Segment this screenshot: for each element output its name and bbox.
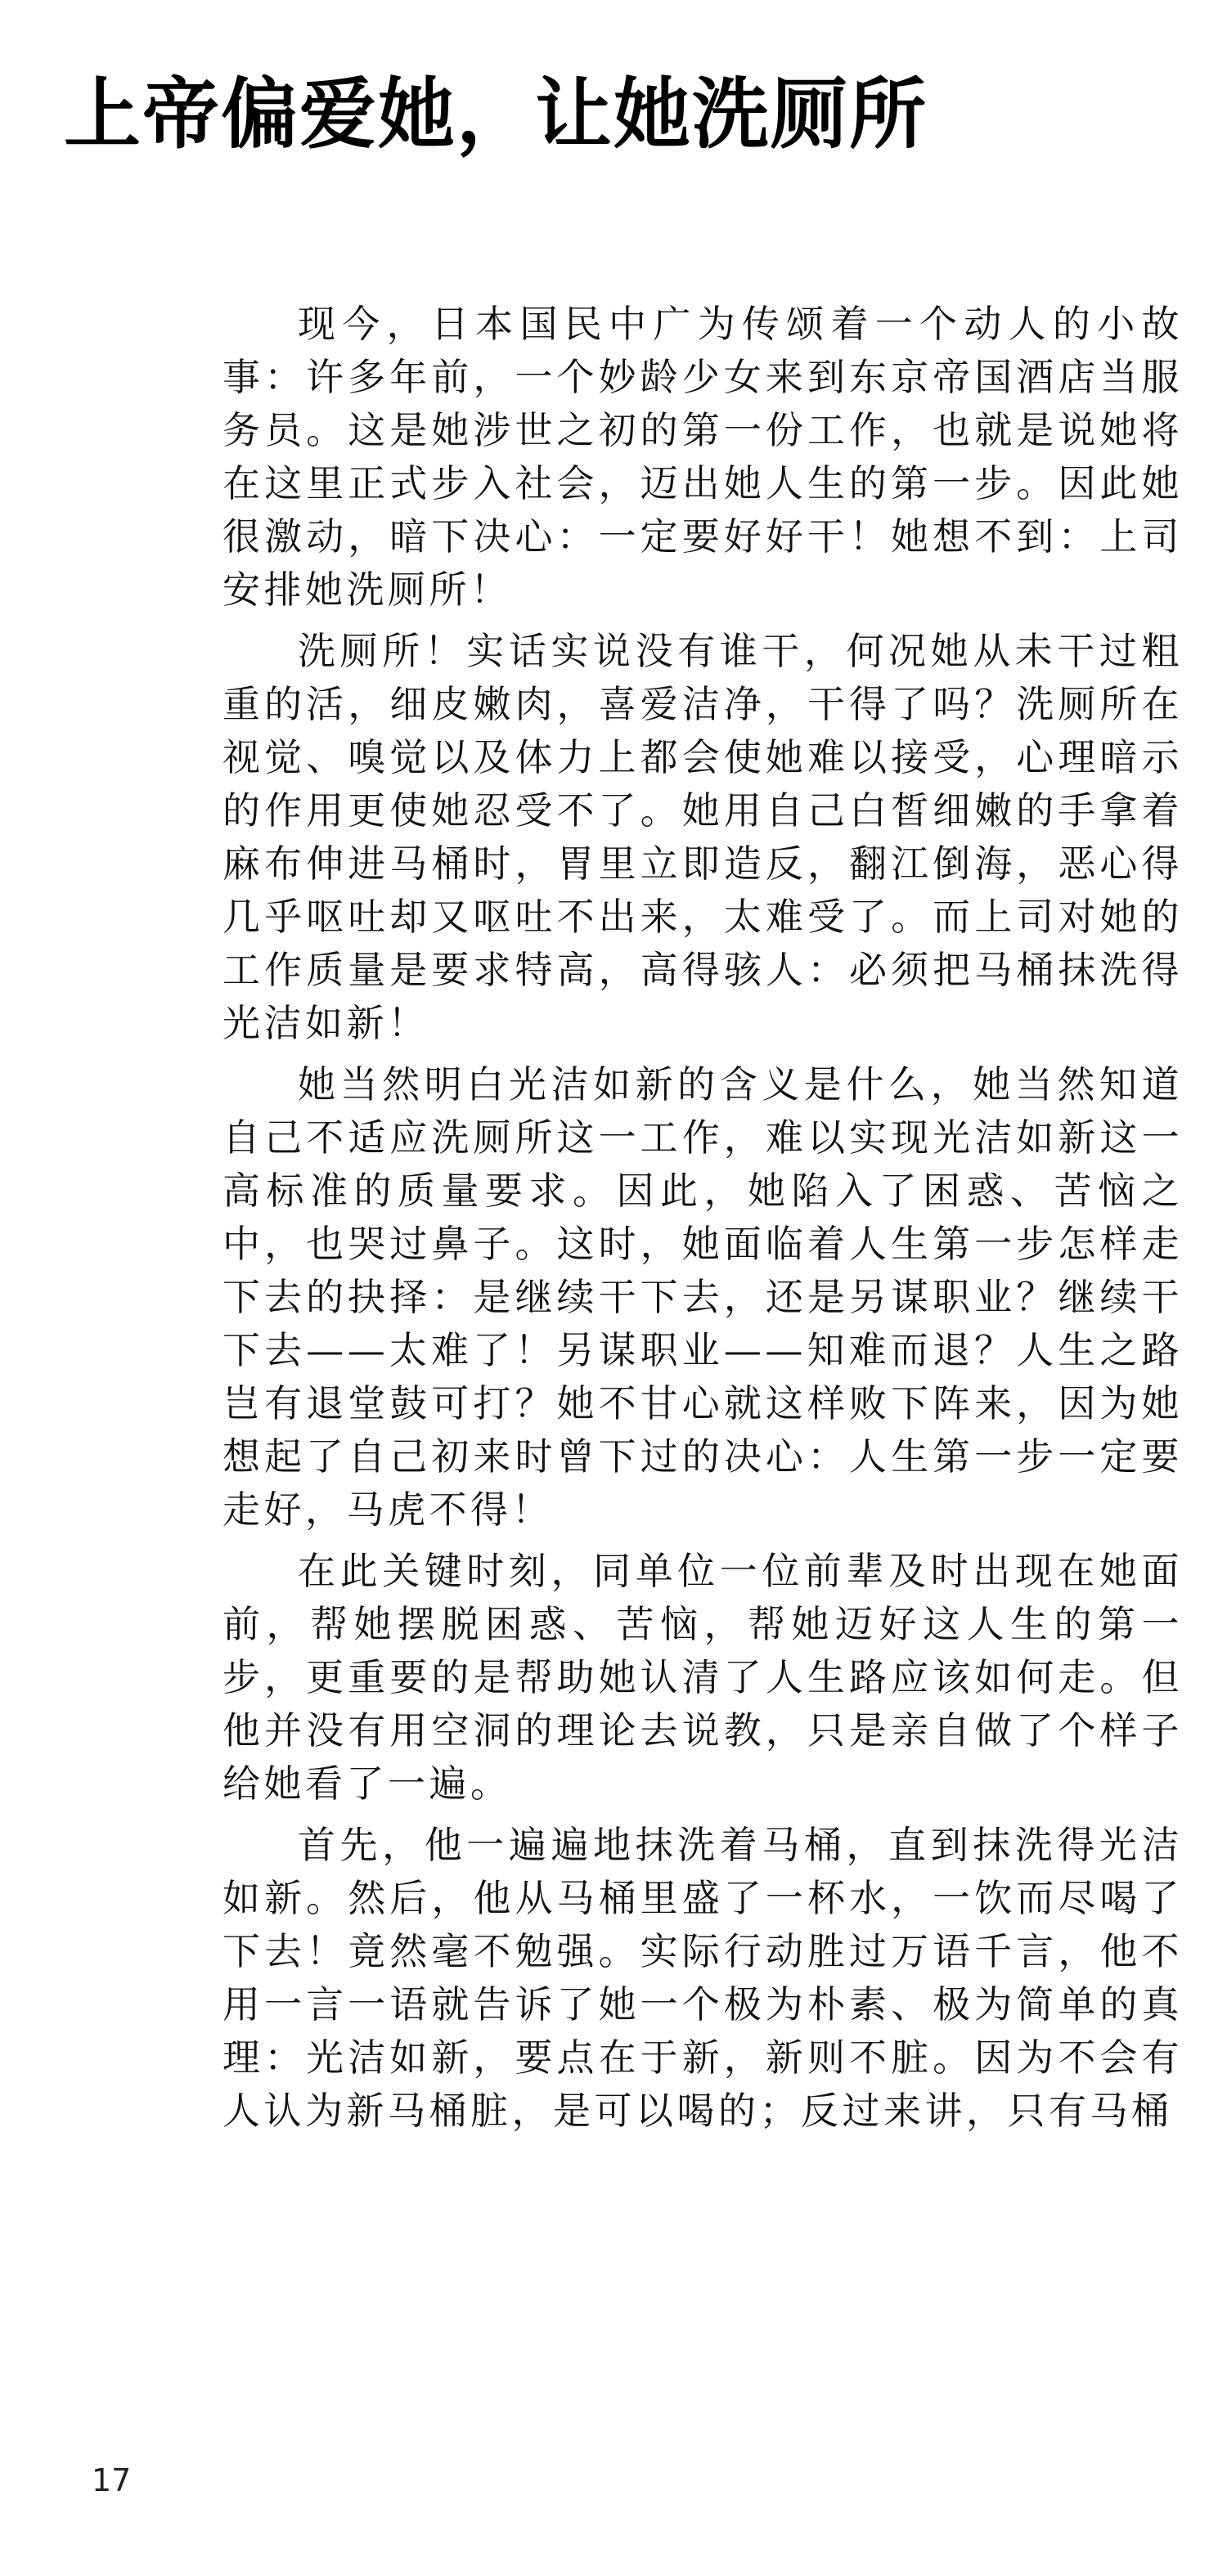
paragraph: 在此关键时刻，同单位一位前辈及时出现在她面前，帮她摆脱困惑、苦恼，帮她迈好这人生的第一步，更重要的是帮助她认清了人生路应该如何走。但他并没有用空洞的理论去说教，只是亲自做了个样子给她看了一遍。 (222, 1549, 1183, 1806)
article-body (222, 298, 1183, 2138)
paragraph: 她当然明白光洁如新的含义是什么，她当然知道自己不适应洗厕所这一工作，难以实现光洁如新这一高标准的质量要求。因此，她陷入了困惑、苦恼之中，也哭过鼻子。这时，她面临着人生第一步怎样走下去的抉择：是继续干下去，还是另谋职业？继续干下去——太难了！另谋职业——知难而退？人生之路岂有退堂鼓可打？她不甘心就这样败下阵来，因为她想起了自己初来时曾下过的决心：人生第一步一定要走好，马虎不得！ (222, 1062, 1183, 1532)
paragraph: 洗厕所！实话实说没有谁干，何况她从未干过粗重的活，细皮嫩肉，喜爱洁净，干得了吗？洗厕所在视觉、嗅觉以及体力上都会使她难以接受，心理暗示的作用更使她忍受不了。她用自己白皙细嫩的手拿着麻布伸进马桶时，胃里立即造反，翻江倒海，恶心得几乎呕吐却又呕吐不出来，太难受了。而上司对她的工作质量是要求特高，高得骇人：必须把马桶抹洗得光洁如新！ (222, 629, 1183, 1045)
paragraph: 首先，他一遍遍地抹洗着马桶，直到抹洗得光洁如新。然后，他从马桶里盛了一杯水，一饮而尽喝了下去！竟然毫不勉强。实际行动胜过万语千言，他不用一言一语就告诉了她一个极为朴素、极为简单的真理：光洁如新，要点在于新，新则不脏。因为不会有人认为新马桶脏，是可以喝的；反过来讲，只有马桶 (222, 1823, 1183, 2133)
page-number: 17 (92, 2462, 132, 2498)
page-title: 上帝偏爱她，让她洗厕所 (64, 70, 928, 159)
paragraph: 现今，日本国民中广为传颂着一个动人的小故事：许多年前，一个妙龄少女来到东京帝国酒店当服务员。这是她涉世之初的第一份工作，也就是说她将在这里正式步入社会，迈出她人生的第一步。因此她很激动，暗下决心：一定要好好干！她想不到：上司安排她洗厕所！ (222, 302, 1183, 612)
